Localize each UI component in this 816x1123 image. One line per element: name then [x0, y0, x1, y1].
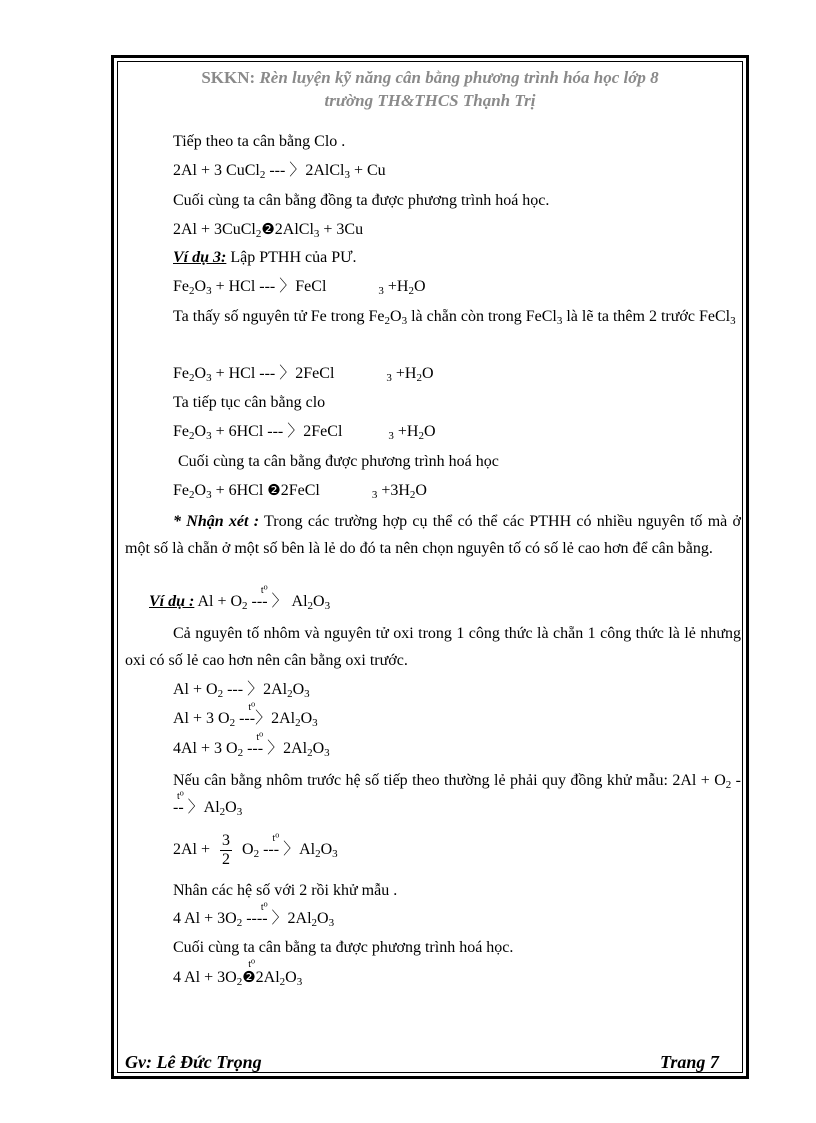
remark-paragraph: * Nhận xét : Trong các trường hợp cụ thể có thể các PTHH có nhiều nguyên tố mà ở một số là chẵn ở một số bên là lẻ do đó ta nên chọn nguyên tố có số lẻ cao hơn để cân bằng. [125, 513, 741, 557]
equation-line: $Fe_2O_3 + 6HCl$ ❷2FeCl $_3 +3H_2O$ [173, 482, 427, 501]
header-prefix: SKKN: [201, 68, 260, 87]
fraction: $\frac{3}{2}$ [222, 831, 231, 868]
text-line: Nhân các hệ số với 2 rồi khử mẫu . [173, 882, 398, 899]
paragraph: Ta thấy số nguyên tử Fe trong $Fe_2O_3$ là chẵn còn trong FeCl$_3$ là lẽ ta thêm 2 trước FeCl$_3$ [173, 308, 736, 327]
equation-line: 2Al + $\frac{3}{2}$ $O_2$ -- t⁰ - 〉$Al_2O_3$ [173, 831, 338, 868]
equation-line: 2Al + 3CuCl$_2$❷2AlCl$_3$ + 3Cu [173, 221, 364, 240]
equation-line: $Fe_2O_3$ + HCl --- 〉2FeCl $_3 +H_2O$ [173, 365, 434, 384]
example-heading: Ví dụ 3: Lập PTHH của PƯ. [173, 249, 357, 266]
header-title-line2: trường TH&THCS Thạnh Trị [324, 91, 536, 110]
text-line: Cuối cùng ta cân bằng ta được phương trình hoá học. [173, 939, 514, 956]
paragraph: Nếu cân bằng nhôm trước hệ số tiếp theo thường lẻ phải quy đồng khử mẫu: $2Al + O_2$ -- t⁰ - 〉$Al_2O_3$ [173, 772, 741, 818]
text-line: Cuối cùng ta cân bằng được phương trình hoá học [178, 453, 499, 470]
equation-line: $Fe_2O_3$ + HCl --- 〉FeCl $_3 +H_2O$ [173, 278, 426, 297]
text-line: Ta tiếp tục cân bằng clo [173, 394, 326, 411]
paragraph: Cả nguyên tố nhôm và nguyên tử oxi trong 1 công thức là chẵn 1 công thức là lẻ nhưng oxi có số lẻ cao hơn nên cân bằng oxi trước. [125, 625, 741, 669]
equation-line: 4 $Al + 3O_2$ --- t⁰ - 〉$2Al_2O_3$ [173, 902, 335, 929]
equation-line: $Fe_2O_3 + 6HCl$ --- 〉2FeCl $_3 +H_2O$ [173, 423, 436, 442]
reaction-bullet-icon: ❷ [242, 970, 256, 986]
example-equation: Ví dụ : $Al + O_2$ -- t⁰ - 〉 $Al_2O_3$ [149, 585, 331, 612]
page-header [125, 66, 735, 112]
header-title-line1: Rèn luyện kỹ năng cân bằng phương trình hóa học lớp 8 [259, 68, 659, 87]
footer-page-number: Trang 7 [660, 1052, 719, 1072]
equation-line: $Al + O_2$ --- 〉$2Al_2O_3$ [173, 681, 310, 700]
footer-author: Gv: Lê Đức Trọng [125, 1052, 262, 1072]
text-line: Tiếp theo ta cân bằng Clo . [173, 133, 346, 150]
equation-line: 2Al + 3 CuCl$_2$ --- 〉2AlCl$_3$ + Cu [173, 162, 386, 181]
text-line: Cuối cùng ta cân bằng đồng ta được phương trình hoá học. [173, 192, 550, 209]
equation-line: 4Al + 3 $O_2$ -- t⁰ - 〉$2Al_2O_3$ [173, 732, 330, 759]
reaction-bullet-icon: ❷ [261, 222, 275, 238]
reaction-bullet-icon: ❷ [267, 483, 281, 499]
equation-line: Al + 3 $O_2$ -- t⁰ -〉$2Al_2O_3$ [173, 702, 318, 729]
equation-line: 4 $Al + 3O_2$ t⁰ $❷2Al_2O_3$ [173, 959, 303, 988]
